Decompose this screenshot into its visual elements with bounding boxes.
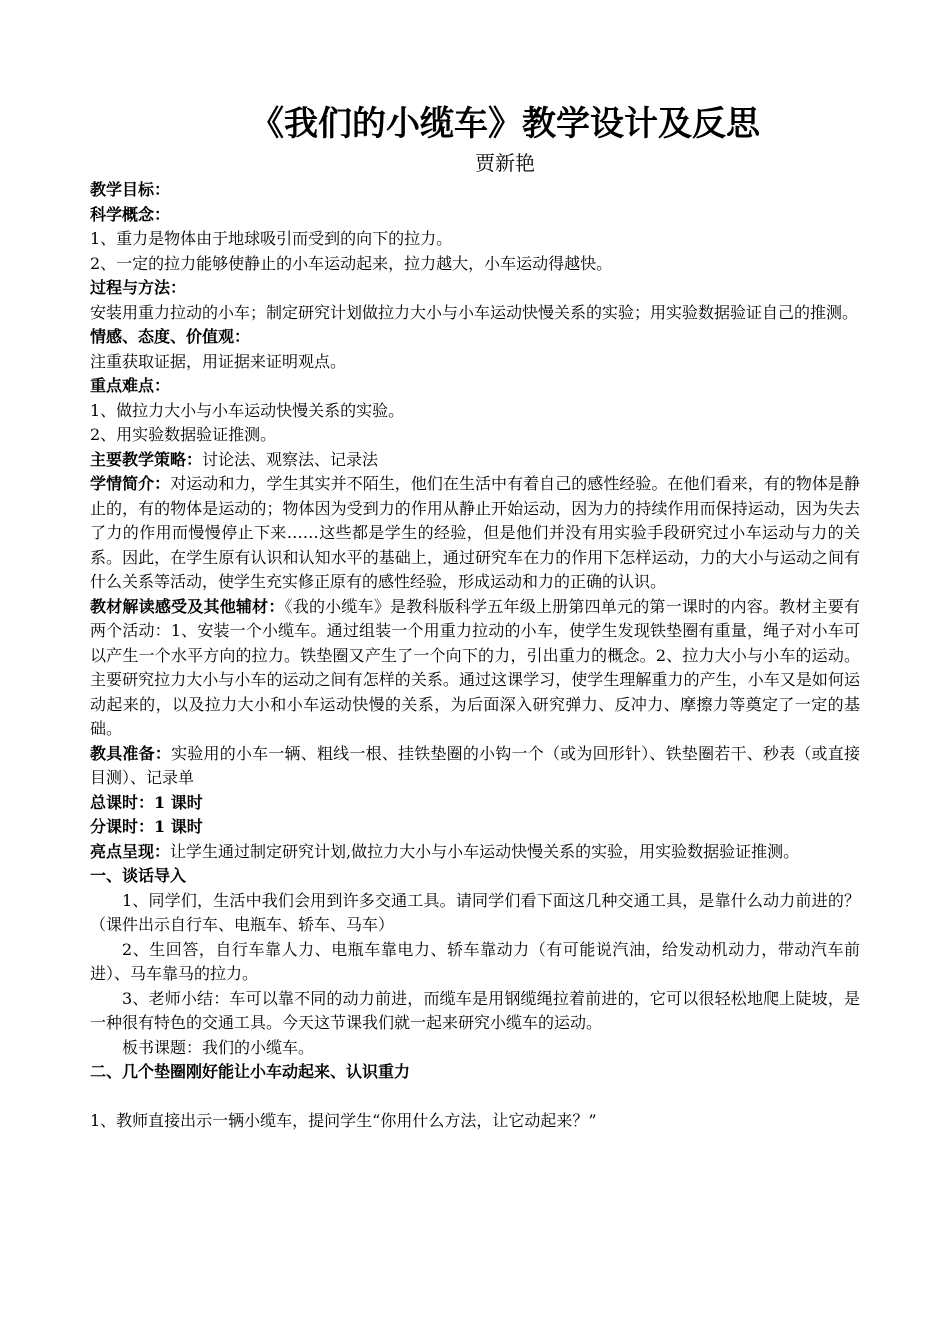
highlight-text: 让学生通过制定研究计划,做拉力大小与小车运动快慢关系的实验，用实验数据验证推测。 — [170, 841, 800, 861]
total-hours: 总课时：1 课时 — [90, 792, 203, 812]
equipment-label: 教具准备： — [90, 743, 172, 763]
document-page — [90, 98, 860, 1133]
student-analysis-text: 对运动和力，学生其实并不陌生，他们在生活中有着自己的感性经验。在他们看来，有的物体是静止的，有的物体是运动的；物体因为受到力的作用从静止开始运动，因为力的持续作用而保持运动，因为失去了力的作用而慢慢停止下来……这些都是学生的经验，但是他们并没有用实验手段研究过小车运动与力的关系。因此，在学生原有认识和认知水平的基础上，通过研究车在力的作用下怎样运动，力的大小与运动之间有什么关系等活动，使学生充实修正原有的感性经验，形成运动和力的正确的认识。 — [90, 474, 860, 591]
student-analysis-label: 学情简介： — [90, 474, 171, 493]
strategy-text: 讨论法、观察法、记录法 — [202, 449, 379, 469]
section-1-paragraph-1: 1、同学们，生活中我们会用到许多交通工具。请同学们看下面这几种交通工具，是靠什么动力前进的？（课件出示自行车、电瓶车、轿车、马车） — [90, 890, 860, 934]
key-point-item-2: 2、用实验数据验证推测。 — [90, 425, 277, 444]
section-2-paragraph-1: 1、教师直接出示一辆小缆车，提问学生“你用什么方法，让它动起来？” — [90, 1110, 597, 1130]
highlight-label: 亮点呈现： — [90, 841, 171, 861]
equipment-text: 实验用的小车一辆、粗线一根、挂铁垫圈的小钩一个（或为回形针）、铁垫圈若干、秒表（或直接目测）、记录单 — [90, 743, 860, 787]
blank-line — [90, 1085, 860, 1109]
equipment-paragraph — [90, 742, 860, 791]
section-1-paragraph-4: 板书课题：我们的小缆车。 — [122, 1037, 315, 1057]
author-name: 贾新艳 — [475, 151, 535, 175]
strategy-paragraph — [90, 448, 860, 473]
materials-analysis-paragraph — [90, 595, 860, 742]
section-1-paragraph-3: 3、老师小结：车可以靠不同的动力前进，而缆车是用钢缆绳拉着前进的，它可以很轻松地爬上陡坡，是一种很有特色的交通工具。今天这节课我们就一起来研究小缆车的运动。 — [90, 988, 860, 1032]
materials-analysis-text: 《我的小缆车》是教科版科学五年级上册第四单元的第一课时的内容。教材主要有两个活动：1、安装一个小缆车。通过组装一个用重力拉动的小车，使学生发现铁垫圈有重量，绳子对小车可以产生一个水平方向的拉力。铁垫圈又产生了一个向下的力，引出重力的概念。2、拉力大小与小车的运动。主要研究拉力大小与小车的运动之间有怎样的关系。通过这课学习，使学生理解重力的产生，小车又是如何运动起来的，以及拉力大小和小车运动快慢的关系，为后面深入研究弹力、反冲力、摩擦力等奠定了一定的基础。 — [90, 596, 860, 738]
concept-heading: 科学概念： — [90, 204, 171, 224]
section-2-heading: 二、几个垫圈刚好能让小车动起来、认识重力 — [90, 1062, 411, 1081]
document-title: 《我们的小缆车》教学设计及反思 — [250, 104, 760, 144]
concept-item-2: 2、一定的拉力能够使静止的小车运动起来，拉力越大，小车运动得越快。 — [90, 253, 613, 273]
sub-hours: 分课时：1 课时 — [90, 817, 203, 836]
strategy-label: 主要教学策略： — [90, 449, 203, 469]
materials-analysis-label: 教材解读感受及其他辅材： — [90, 596, 285, 616]
section-1-paragraph-2: 2、生回答，自行车靠人力、电瓶车靠电力、轿车靠动力（有可能说汽油，给发动机动力，带动汽车前进）、马车靠马的拉力。 — [90, 939, 860, 983]
concept-item-1: 1、重力是物体由于地球吸引而受到的向下的拉力。 — [90, 229, 453, 248]
section-1-heading: 一、谈话导入 — [90, 866, 187, 885]
student-analysis-paragraph — [90, 472, 860, 595]
process-text: 安装用重力拉动的小车；制定研究计划做拉力大小与小车运动快慢关系的实验；用实验数据验证自己的推测。 — [90, 302, 859, 322]
emotion-heading: 情感、态度、价值观： — [90, 327, 251, 346]
key-points-heading: 重点难点： — [90, 376, 171, 395]
highlight-paragraph — [90, 840, 860, 865]
key-point-item-1: 1、做拉力大小与小车运动快慢关系的实验。 — [90, 400, 405, 420]
goals-heading: 教学目标： — [90, 180, 171, 199]
emotion-text: 注重获取证据，用证据来证明观点。 — [90, 351, 347, 371]
process-heading: 过程与方法： — [90, 278, 187, 297]
